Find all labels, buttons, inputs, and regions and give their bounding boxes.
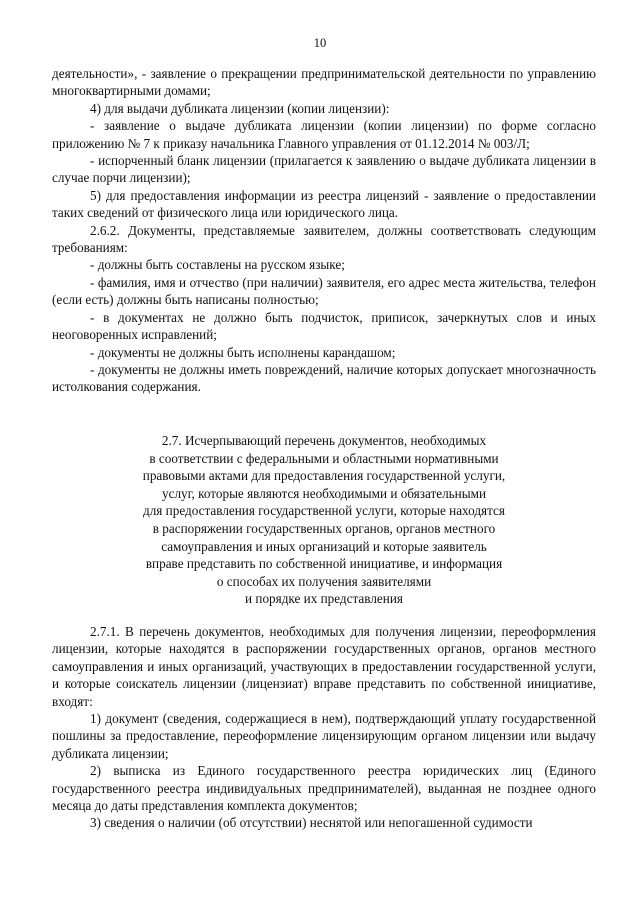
heading-line: в соответствии с федеральными и областными нормативными: [149, 450, 499, 466]
paragraph: 1) документ (сведения, содержащиеся в нем), подтверждающий уплату государственной пошлины за предоставление, переоформление лицензирующим органом лицензии или выдачу дубликата лицензии;: [52, 711, 596, 761]
heading-line: в распоряжении государственных органов, органов местного: [152, 520, 496, 536]
heading-line: для предоставления государственной услуги, которые находятся: [143, 503, 505, 519]
section-heading: [52, 432, 596, 608]
paragraph: - должны быть составлены на русском языке;: [90, 257, 345, 273]
paragraph: 5) для предоставления информации из реестра лицензий - заявление о предоставлении таких сведений от физического лица или юридического лица.: [52, 187, 596, 221]
paragraph: - в документах не должно быть подчисток, приписок, зачеркнутых слов и иных неоговоренных исправлений;: [52, 309, 596, 343]
heading-line: о способах их получения заявителями: [216, 573, 432, 589]
paragraph: деятельности», - заявление о прекращении предпринимательской деятельности по управлению многоквартирными домами;: [52, 66, 596, 99]
paragraph: 4) для выдачи дубликата лицензии (копии лицензии):: [90, 100, 390, 116]
body-text-top: [52, 65, 596, 396]
paragraph: 3) сведения о наличии (об отсутствии) неснятой или непогашенной судимости: [90, 815, 533, 831]
paragraph: - испорченный бланк лицензии (прилагается к заявлению о выдаче дубликата лицензии в случае порчи лицензии);: [52, 153, 596, 186]
heading-line: и порядке их представления: [245, 591, 403, 607]
paragraph: - фамилия, имя и отчество (при наличии) заявителя, его адрес места жительства, телефон (если есть) должны быть написаны полностью;: [52, 274, 596, 308]
heading-line: вправе представить по собственной инициативе, и информация: [145, 556, 503, 572]
heading-line: правовыми актами для предоставления государственной услуги,: [142, 468, 506, 484]
paragraph: 2.6.2. Документы, представляемые заявителем, должны соответствовать следующим требованиям:: [52, 222, 596, 256]
paragraph: - заявление о выдаче дубликата лицензии (копии лицензии) по форме согласно приложению № 7 к приказу начальника Главного управления от 01.12.2014 № 003/Л;: [52, 118, 596, 151]
heading-line: услуг, которые являются необходимыми и обязательными: [162, 485, 486, 501]
paragraph: 2) выписка из Единого государственного реестра юридических лиц (Единого государственного реестра индивидуальных предпринимателей), выданная не позднее одного месяца до даты представления комплекта документов;: [52, 763, 596, 814]
body-text-bottom: [52, 623, 596, 832]
paragraph: - документы не должны быть исполнены карандашом;: [90, 344, 396, 360]
heading-line: самоуправления и иных организаций и которые заявитель: [161, 538, 487, 554]
paragraph: - документы не должны иметь повреждений, наличие которых допускает многозначность истолкования содержания.: [52, 361, 596, 395]
paragraph: 2.7.1. В перечень документов, необходимых для получения лицензии, переоформления лицензии, которые находятся в распоряжении государственных органов, органов местного самоуправления и иных организаций, участвующих в предоставлении государственной услуги, и которые соискатель лицензии (лицензиат) вправе представить по собственной инициативе, входят:: [52, 624, 596, 709]
page-number: 10: [313, 36, 327, 50]
heading-line: 2.7. Исчерпывающий перечень документов, необходимых: [161, 433, 487, 448]
